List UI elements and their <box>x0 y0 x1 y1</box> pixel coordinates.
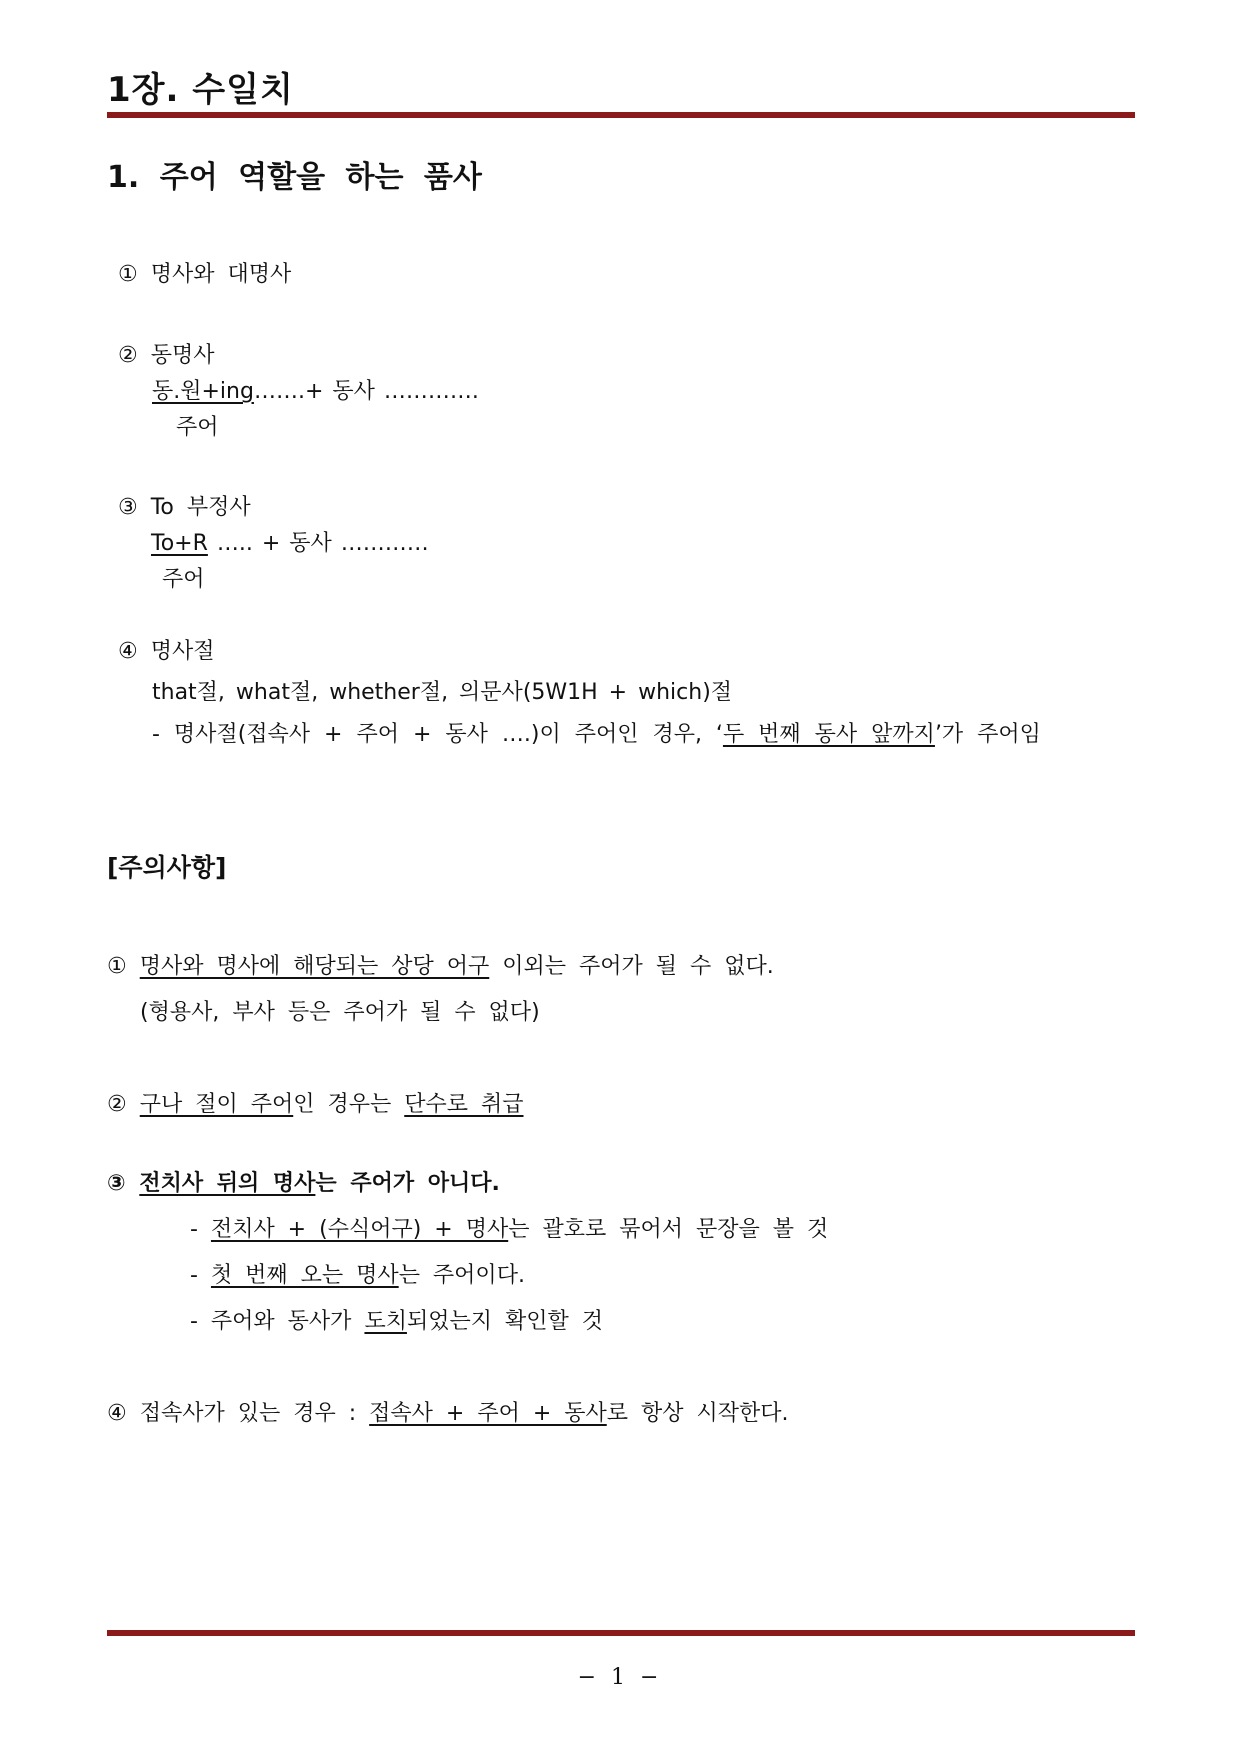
item-number: ③ <box>107 1171 126 1196</box>
infinitive-formula <box>151 526 429 557</box>
item-label: 동명사 <box>150 343 215 368</box>
caution-item-2-emphasis-b: 단수로 취급 <box>404 1092 524 1117</box>
subject-item-1 <box>118 257 291 288</box>
item-number: ② <box>118 343 138 368</box>
item-number: ④ <box>118 639 138 664</box>
caution-item-3-rest: 는 주어가 아니다. <box>315 1171 500 1196</box>
gerund-formula-subject: 동.원+ing <box>152 379 254 404</box>
caution-item-2 <box>107 1087 524 1118</box>
infinitive-formula-rest: ….. + 동사 ………… <box>207 531 429 556</box>
infinitive-subject-note: 주어 <box>162 567 205 592</box>
caution-item-2-emphasis-a: 구나 절이 주어 <box>139 1092 294 1117</box>
caution-item-3-sub-1 <box>190 1212 828 1243</box>
noun-clause-rule <box>152 717 1041 748</box>
page-number: − 1 − <box>577 1665 663 1690</box>
item-number: ① <box>107 954 127 979</box>
dash: - <box>190 1263 211 1288</box>
caution-item-4-prefix: 접속사가 있는 경우 : <box>139 1401 370 1426</box>
item-number: ③ <box>118 495 138 520</box>
caution-item-3-sub-1-emphasis: 전치사 + (수식어구) + 명사 <box>210 1217 509 1242</box>
item-label: 명사절 <box>150 639 215 664</box>
caution-item-1 <box>107 949 774 980</box>
caution-item-3-sub-2-rest: 는 주어이다. <box>398 1263 525 1288</box>
caution-item-1-emphasis: 명사와 명사에 해당되는 상당 어구 <box>139 954 490 979</box>
gerund-subject-note: 주어 <box>176 415 219 440</box>
caution-item-3-sub-1-rest: 는 괄호로 묶어서 문장을 볼 것 <box>508 1217 829 1242</box>
chapter-title: 1장. 수일치 <box>107 70 294 110</box>
dash: - <box>190 1217 211 1242</box>
caution-item-1-rest: 이외는 주어가 될 수 없다. <box>489 954 774 979</box>
noun-clause-rule-emphasis: 두 번째 동사 앞까지 <box>722 722 935 747</box>
caution-item-4-rest: 로 항상 시작한다. <box>606 1401 789 1426</box>
noun-clause-rule-prefix: - 명사절(접속사 + 주어 + 동사 ….)이 주어인 경우, ‘ <box>152 722 723 747</box>
caution-item-2-middle: 인 경우는 <box>293 1092 405 1117</box>
noun-clause-rule-suffix: ’가 주어임 <box>934 722 1041 747</box>
item-number: ② <box>107 1092 127 1117</box>
caution-item-3 <box>107 1166 500 1197</box>
item-number: ④ <box>107 1401 127 1426</box>
subject-item-3 <box>118 490 251 521</box>
caution-item-4 <box>107 1396 789 1427</box>
item-label: 명사와 대명사 <box>150 262 292 287</box>
item-number: ① <box>118 262 138 287</box>
caution-item-3-emphasis: 전치사 뒤의 명사 <box>139 1171 316 1196</box>
caution-title: [주의사항] <box>107 853 227 882</box>
gerund-formula <box>152 374 479 405</box>
noun-clause-types: that절, what절, whether절, 의문사(5W1H + which)절 <box>152 680 733 705</box>
caution-item-3-sub-3-emphasis: 도치 <box>364 1309 407 1334</box>
infinitive-formula-subject: To+R <box>151 531 208 556</box>
caution-item-3-sub-2-emphasis: 첫 번째 오는 명사 <box>210 1263 399 1288</box>
subject-item-4 <box>118 634 215 665</box>
header-rule <box>107 112 1135 118</box>
caution-item-3-sub-3-rest: 되었는지 확인할 것 <box>406 1309 603 1334</box>
section-title: 1. 주어 역할을 하는 품사 <box>107 160 482 195</box>
caution-item-4-emphasis: 접속사 + 주어 + 동사 <box>369 1401 607 1426</box>
caution-item-3-sub-2 <box>190 1258 525 1289</box>
subject-item-2 <box>118 338 215 369</box>
caution-item-1-note: (형용사, 부사 등은 주어가 될 수 없다) <box>140 1000 540 1025</box>
caution-item-3-sub-3 <box>190 1304 603 1335</box>
item-label: To 부정사 <box>150 495 251 520</box>
footer-rule <box>107 1630 1135 1636</box>
gerund-formula-rest: …….+ 동사 …………. <box>253 379 479 404</box>
caution-item-3-sub-3-prefix: - 주어와 동사가 <box>190 1309 365 1334</box>
